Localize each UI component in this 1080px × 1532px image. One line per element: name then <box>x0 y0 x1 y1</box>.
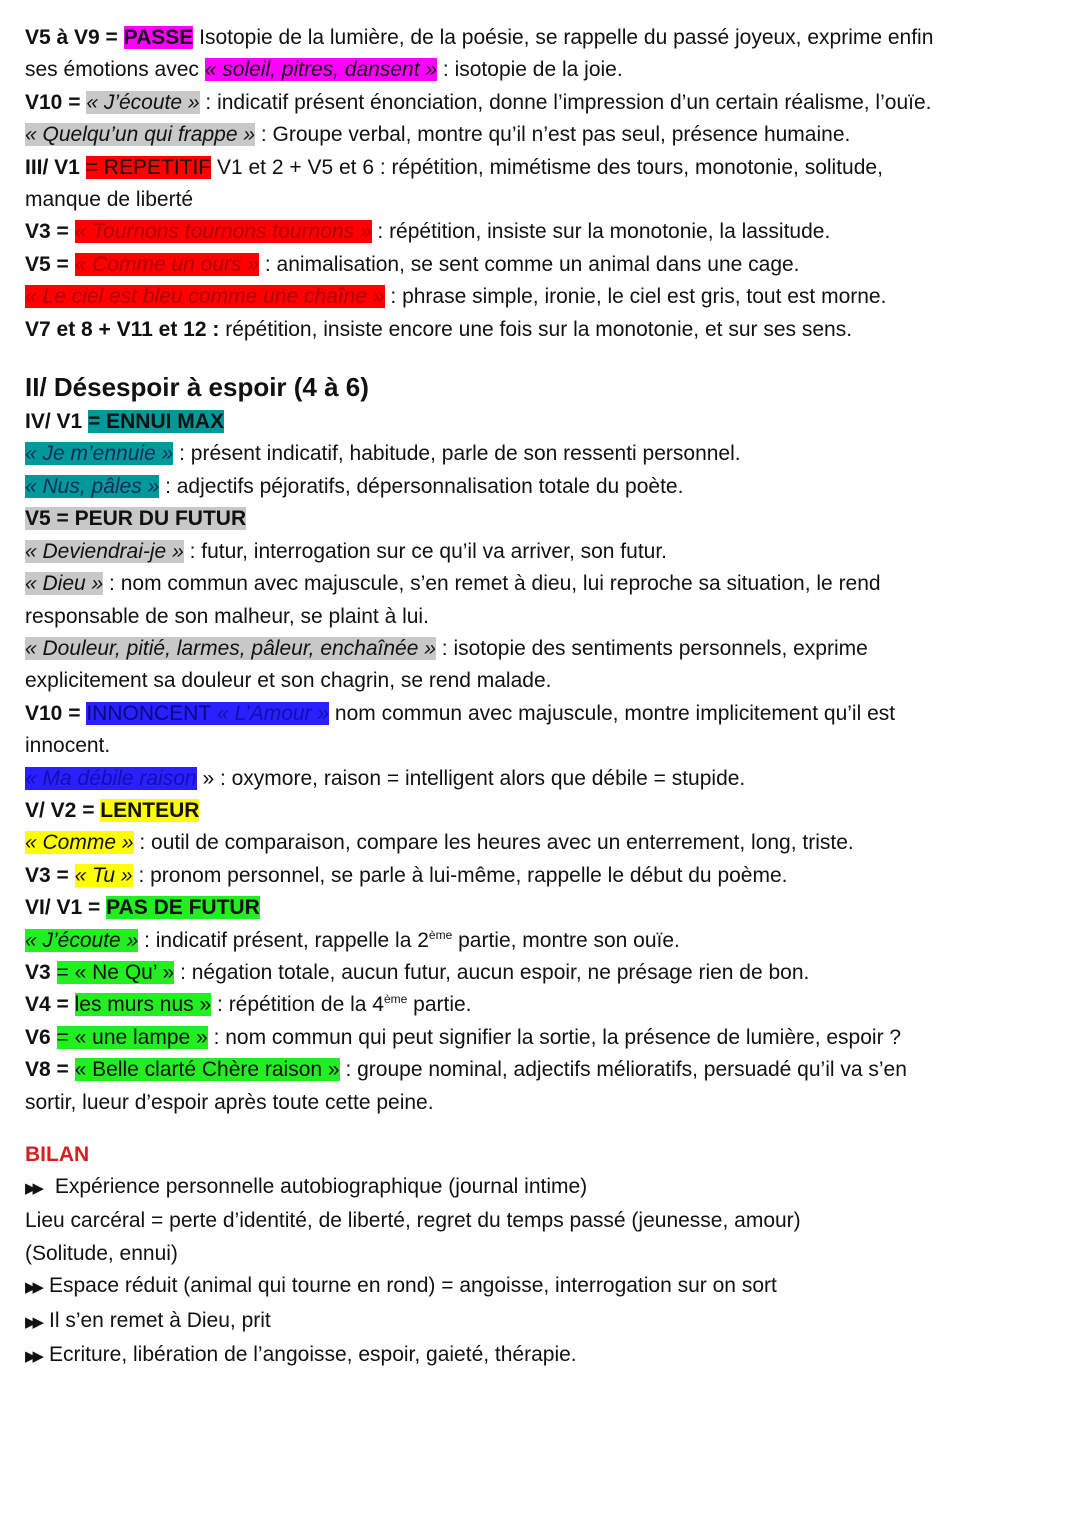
quote-quelquun: « Quelqu’un qui frappe » <box>25 123 256 147</box>
bilan-heading: BILAN <box>25 1143 90 1166</box>
line-sortir: sortir, lueur d’espoir après toute cette peine. <box>25 1090 434 1114</box>
line-iv-v1: IV/ V1 = ENNUI MAX <box>25 410 224 434</box>
quote-mennuie: « Je m’ennuie » <box>25 442 174 466</box>
line-v10-innocent: V10 = INNONCENT « L’Amour » nom commun avec majuscule, montre implicitement qu’il est <box>25 701 896 725</box>
line-innocent: innocent. <box>25 734 111 758</box>
line-explicitement: explicitement sa douleur et son chagrin, se rend malade. <box>25 669 552 693</box>
line-responsable: responsable de son malheur, se plaint à lui. <box>25 604 429 628</box>
quote-ne-qu: = « Ne Qu’ » <box>56 960 175 984</box>
quote-jecoute: « J’écoute » <box>86 90 200 114</box>
quote-deviendrai: « Deviendrai-je » <box>25 539 184 563</box>
line-v7-v8: V7 et 8 + V11 et 12 : répétition, insiste encore une fois sur la monotonie, et sur ses sens. <box>25 317 853 341</box>
line-v3-tournons: V3 = « Tournons tournons tournons » : répétition, insiste sur la monotonie, la lassitude. <box>25 220 831 244</box>
highlight-peur: V5 = PEUR DU FUTUR <box>25 507 247 531</box>
line-v3-ne-qu: V3 = « Ne Qu’ » : négation totale, aucun futur, aucun espoir, ne présage rien de bon. <box>25 960 810 984</box>
line-v6-lampe: V6 = « une lampe » : nom commun qui peut signifier la sortie, la présence de lumière, espoir ? <box>25 1025 902 1049</box>
quote-tu: « Tu » <box>74 863 133 887</box>
quote-ciel: « Le ciel est bleu comme une chaîne » <box>25 285 385 309</box>
line-ciel-bleu: « Le ciel est bleu comme une chaîne » : phrase simple, ironie, le ciel est gris, tout est morne. <box>25 285 887 309</box>
line-v8-clarte: V8 = « Belle clarté Chère raison » : groupe nominal, adjectifs mélioratifs, persuadé qu’il va s’en <box>25 1058 907 1082</box>
line-nus-pales: « Nus, pâles » : adjectifs péjoratifs, dépersonnalisation totale du poète. <box>25 474 684 498</box>
quote-tournons: « Tournons tournons tournons » <box>74 220 372 244</box>
bilan-item-5: ▶▶ Il s’en remet à Dieu, prit <box>25 1305 988 1339</box>
fast-forward-icon: ▶▶ <box>25 1348 41 1366</box>
line-v-v2: V/ V2 = LENTEUR <box>25 798 200 822</box>
line-vi-v1: VI/ V1 = PAS DE FUTUR <box>25 896 260 920</box>
quote-dieu: « Dieu » <box>25 572 104 596</box>
quote-comme: « Comme » <box>25 831 134 855</box>
highlight-lenteur: LENTEUR <box>100 798 200 822</box>
line-manque-liberte: manque de liberté <box>25 188 194 212</box>
line-v5-peur <box>25 503 988 535</box>
quote-nus-pales: « Nus, pâles » <box>25 474 160 498</box>
highlight-ennui: = ENNUI MAX <box>88 410 224 434</box>
line-v5-v9: V5 à V9 = PASSE Isotopie de la lumière, de la poésie, se rappelle du passé joyeux, exprime enfin <box>25 26 934 49</box>
line-v4-murs: V4 = les murs nus » : répétition de la 4ème partie. <box>25 992 472 1017</box>
fast-forward-icon: ▶▶ <box>25 1279 41 1297</box>
section-heading-desespoir: II/ Désespoir à espoir (4 à 6) <box>25 372 369 403</box>
line-iii-v1: III/ V1 = REPETITIF V1 et 2 + V5 et 6 : répétition, mimétisme des tours, monotonie, solitude, <box>25 155 883 179</box>
quote-murs: les murs nus » <box>74 993 212 1017</box>
highlight-passe: PASSE <box>123 26 194 49</box>
highlight-repetitif: = REPETITIF <box>85 155 212 179</box>
line-debile-raison: « Ma débile raison » : oxymore, raison = intelligent alors que débile = stupide. <box>25 766 746 790</box>
line-deviendrai: « Deviendrai-je » : futur, interrogation sur ce qu’il va arriver, son futur. <box>25 539 668 563</box>
bilan-item-2: Lieu carcéral = perte d’identité, de liberté, regret du temps passé (jeunesse, amour) <box>25 1209 801 1233</box>
line-v3-tu: V3 = « Tu » : pronom personnel, se parle à lui-même, rappelle le début du poème. <box>25 863 788 887</box>
line-v10-ecoute: V10 = « J’écoute » : indicatif présent énonciation, donne l’impression d’un certain réalisme, l’ouïe. <box>25 90 932 114</box>
line-comme: « Comme » : outil de comparaison, compare les heures avec un enterrement, long, triste. <box>25 831 854 855</box>
quote-clarte: « Belle clarté Chère raison » <box>74 1058 340 1082</box>
quote-amour: « L’Amour » <box>211 701 330 725</box>
highlight-pas-de-futur: PAS DE FUTUR <box>106 896 260 920</box>
quote-soleil: « soleil, pitres, dansent » <box>204 58 438 82</box>
quote-ours: « Comme un ours » <box>74 252 260 276</box>
line-jecoute-2: « J’écoute » : indicatif présent, rappelle la 2ème partie, montre son ouïe. <box>25 927 680 952</box>
quote-debile: « Ma débile raison <box>25 766 197 790</box>
quote-lampe: = « une lampe » <box>56 1025 208 1049</box>
bilan-item-1: ▶▶ Expérience personnelle autobiographique (journal intime) <box>25 1171 988 1205</box>
bilan-item-4: ▶▶ Espace réduit (animal qui tourne en rond) = angoisse, interrogation sur on sort <box>25 1270 988 1304</box>
line-je-mennuie: « Je m’ennuie » : présent indicatif, habitude, parle de son ressenti personnel. <box>25 442 741 466</box>
line-quelquun: « Quelqu’un qui frappe » : Groupe verbal, montre qu’il n’est pas seul, présence humaine. <box>25 123 851 147</box>
bilan-item-6: ▶▶ Ecriture, libération de l’angoisse, espoir, gaieté, thérapie. <box>25 1339 988 1373</box>
bilan-item-3: (Solitude, ennui) <box>25 1241 178 1265</box>
line-v5-ours: V5 = « Comme un ours » : animalisation, se sent comme un animal dans une cage. <box>25 252 800 276</box>
line-douleur: « Douleur, pitié, larmes, pâleur, enchaînée » : isotopie des sentiments personnels, exprime <box>25 636 868 660</box>
line-soleil: ses émotions avec « soleil, pitres, dansent » : isotopie de la joie. <box>25 58 623 82</box>
highlight-innocent: INNONCENT <box>86 701 212 725</box>
quote-jecoute-2: « J’écoute » <box>25 928 139 952</box>
quote-douleur: « Douleur, pitié, larmes, pâleur, enchaînée » <box>25 636 436 660</box>
fast-forward-icon: ▶▶ <box>25 1313 41 1331</box>
line-dieu: « Dieu » : nom commun avec majuscule, s’en remet à dieu, lui reproche sa situation, le rend <box>25 572 881 596</box>
fast-forward-icon: ▶▶ <box>25 1180 41 1197</box>
